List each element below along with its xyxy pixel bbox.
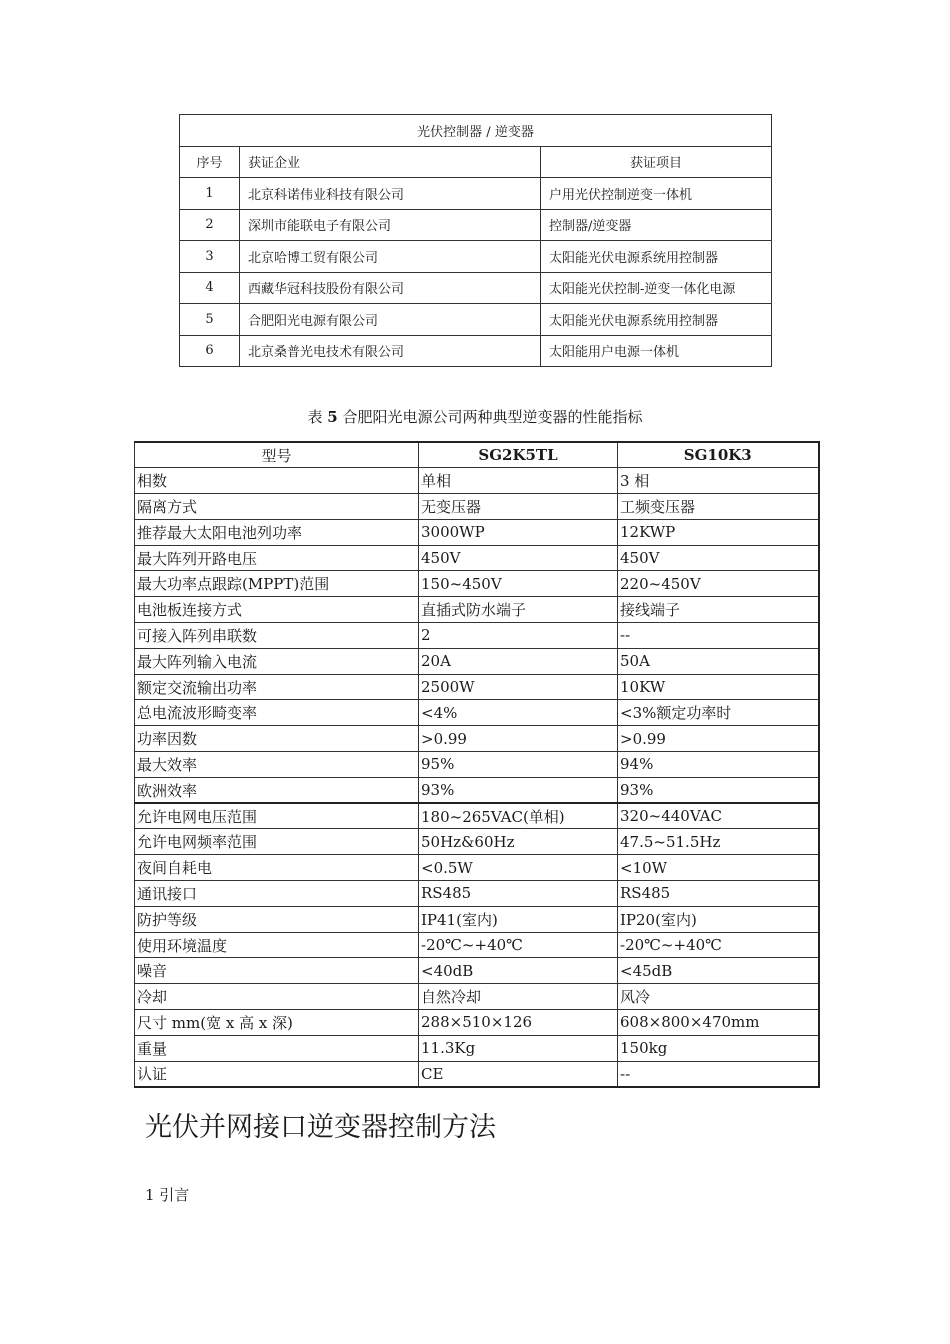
caption-number: 5	[327, 408, 338, 426]
company-name: 西藏华冠科技股份有限公司	[240, 272, 541, 304]
sg2k5tl-value: CE	[419, 1061, 618, 1087]
row-index: 3	[180, 241, 240, 273]
sg10k3-value: 150kg	[618, 1035, 819, 1061]
table-row	[135, 571, 819, 597]
spec-name: 最大阵列开路电压	[135, 545, 419, 571]
table-row	[180, 272, 772, 304]
sg2k5tl-value: >0.99	[419, 726, 618, 752]
table-row	[135, 1061, 819, 1087]
spec-name: 防护等级	[135, 906, 419, 932]
sg2k5tl-value: <4%	[419, 700, 618, 726]
sg10k3-value: RS485	[618, 881, 819, 907]
table-row	[135, 906, 819, 932]
sg2k5tl-value: 450V	[419, 545, 618, 571]
spec-name: 尺寸 mm(宽 x 高 x 深)	[135, 1010, 419, 1036]
table-row	[135, 829, 819, 855]
sg2k5tl-value: 直插式防水端子	[419, 597, 618, 623]
certified-project: 太阳能光伏电源系统用控制器	[541, 304, 772, 336]
row-index: 6	[180, 335, 240, 367]
spec-name: 总电流波形畸变率	[135, 700, 419, 726]
spec-name: 噪音	[135, 958, 419, 984]
sg10k3-value: 50A	[618, 648, 819, 674]
row-index: 4	[180, 272, 240, 304]
column-header-company: 获证企业	[240, 146, 541, 178]
table-row	[135, 803, 819, 829]
sg2k5tl-value: 150~450V	[419, 571, 618, 597]
sg10k3-value: <3%额定功率时	[618, 700, 819, 726]
spec-name: 允许电网频率范围	[135, 829, 419, 855]
spec-name: 隔离方式	[135, 494, 419, 520]
table-row	[135, 674, 819, 700]
row-index: 1	[180, 178, 240, 210]
certified-project: 太阳能光伏控制-逆变一体化电源	[541, 272, 772, 304]
table-header-row	[180, 146, 772, 178]
sg2k5tl-value: IP41(室内)	[419, 906, 618, 932]
certified-project: 控制器/逆变器	[541, 209, 772, 241]
row-index: 2	[180, 209, 240, 241]
table-row	[135, 726, 819, 752]
sg2k5tl-value: 20A	[419, 648, 618, 674]
spec-name: 最大阵列输入电流	[135, 648, 419, 674]
table-row	[180, 209, 772, 241]
caption-prefix: 表	[307, 408, 323, 426]
certified-project: 户用光伏控制逆变一体机	[541, 178, 772, 210]
company-name: 深圳市能联电子有限公司	[240, 209, 541, 241]
table-row	[135, 623, 819, 649]
table-row	[135, 855, 819, 881]
sg2k5tl-value: 288×510×126	[419, 1010, 618, 1036]
table-row	[135, 597, 819, 623]
sg10k3-value: 接线端子	[618, 597, 819, 623]
table-row	[135, 958, 819, 984]
sg2k5tl-value: <40dB	[419, 958, 618, 984]
sg10k3-value: 320~440VAC	[618, 803, 819, 829]
table-row	[135, 545, 819, 571]
spec-name: 通讯接口	[135, 881, 419, 907]
sg10k3-value: 450V	[618, 545, 819, 571]
row-index: 5	[180, 304, 240, 336]
sg10k3-value: 风冷	[618, 984, 819, 1010]
inverter-spec-table	[134, 441, 820, 1088]
sg2k5tl-value: 2500W	[419, 674, 618, 700]
sg10k3-value: 3 相	[618, 468, 819, 494]
sg2k5tl-value: 93%	[419, 777, 618, 803]
sg2k5tl-value: 3000WP	[419, 519, 618, 545]
spec-name: 可接入阵列串联数	[135, 623, 419, 649]
sg2k5tl-value: 2	[419, 623, 618, 649]
certified-companies-table	[179, 114, 772, 367]
article-heading: 光伏并网接口逆变器控制方法	[145, 1112, 496, 1143]
spec-name: 最大效率	[135, 752, 419, 778]
table-row	[135, 494, 819, 520]
sg2k5tl-value: 无变压器	[419, 494, 618, 520]
spec-name: 推荐最大太阳电池列功率	[135, 519, 419, 545]
table-row	[135, 932, 819, 958]
spec-name: 电池板连接方式	[135, 597, 419, 623]
sg10k3-value: --	[618, 623, 819, 649]
spec-name: 允许电网电压范围	[135, 803, 419, 829]
sg10k3-value: 93%	[618, 777, 819, 803]
sg10k3-value: 94%	[618, 752, 819, 778]
spec-name: 额定交流输出功率	[135, 674, 419, 700]
table-header-row	[135, 442, 819, 468]
sg10k3-value: 10KW	[618, 674, 819, 700]
spec-name: 欧洲效率	[135, 777, 419, 803]
certified-project: 太阳能光伏电源系统用控制器	[541, 241, 772, 273]
spec-name: 夜间自耗电	[135, 855, 419, 881]
spec-name: 最大功率点跟踪(MPPT)范围	[135, 571, 419, 597]
spec-name: 重量	[135, 1035, 419, 1061]
sg2k5tl-value: 180~265VAC(单相)	[419, 803, 618, 829]
spec-name: 使用环境温度	[135, 932, 419, 958]
sg10k3-value: --	[618, 1061, 819, 1087]
sg10k3-value: <45dB	[618, 958, 819, 984]
column-header-index: 序号	[180, 146, 240, 178]
table-row	[135, 468, 819, 494]
sg10k3-value: 工频变压器	[618, 494, 819, 520]
table-row	[135, 700, 819, 726]
caption-text: 合肥阳光电源公司两种典型逆变器的性能指标	[342, 408, 643, 426]
table-row	[135, 752, 819, 778]
table-row	[180, 241, 772, 273]
sg10k3-value: >0.99	[618, 726, 819, 752]
sg10k3-value: 12KWP	[618, 519, 819, 545]
sg2k5tl-value: 95%	[419, 752, 618, 778]
sg10k3-value: -20℃~+40℃	[618, 932, 819, 958]
sg10k3-value: 47.5~51.5Hz	[618, 829, 819, 855]
table-caption	[179, 406, 771, 427]
sg10k3-value: IP20(室内)	[618, 906, 819, 932]
sg2k5tl-value: 自然冷却	[419, 984, 618, 1010]
table-row	[135, 1035, 819, 1061]
column-header-model: 型号	[135, 442, 419, 468]
company-name: 北京桑普光电技术有限公司	[240, 335, 541, 367]
table-row	[180, 304, 772, 336]
spec-name: 相数	[135, 468, 419, 494]
table-row	[135, 519, 819, 545]
company-name: 北京科诺伟业科技有限公司	[240, 178, 541, 210]
sg2k5tl-value: 50Hz&60Hz	[419, 829, 618, 855]
sg10k3-value: 220~450V	[618, 571, 819, 597]
section-heading: 1 引言	[145, 1186, 190, 1204]
column-header-project: 获证项目	[541, 146, 772, 178]
spec-name: 功率因数	[135, 726, 419, 752]
table-row	[180, 178, 772, 210]
sg10k3-value: <10W	[618, 855, 819, 881]
spec-name: 冷却	[135, 984, 419, 1010]
table-title-row	[180, 115, 772, 147]
table-row	[135, 881, 819, 907]
sg2k5tl-value: -20℃~+40℃	[419, 932, 618, 958]
sg2k5tl-value: 单相	[419, 468, 618, 494]
company-name: 合肥阳光电源有限公司	[240, 304, 541, 336]
table-row	[135, 984, 819, 1010]
column-header-sg2k5tl: SG2K5TL	[419, 442, 618, 468]
spec-name: 认证	[135, 1061, 419, 1087]
table-title: 光伏控制器 / 逆变器	[180, 115, 772, 147]
sg10k3-value: 608×800×470mm	[618, 1010, 819, 1036]
sg2k5tl-value: RS485	[419, 881, 618, 907]
table-row	[135, 777, 819, 803]
sg2k5tl-value: <0.5W	[419, 855, 618, 881]
table-row	[135, 1010, 819, 1036]
table-row	[135, 648, 819, 674]
company-name: 北京哈博工贸有限公司	[240, 241, 541, 273]
certified-project: 太阳能用户电源一体机	[541, 335, 772, 367]
table-row	[180, 335, 772, 367]
column-header-sg10k3: SG10K3	[618, 442, 819, 468]
sg2k5tl-value: 11.3Kg	[419, 1035, 618, 1061]
